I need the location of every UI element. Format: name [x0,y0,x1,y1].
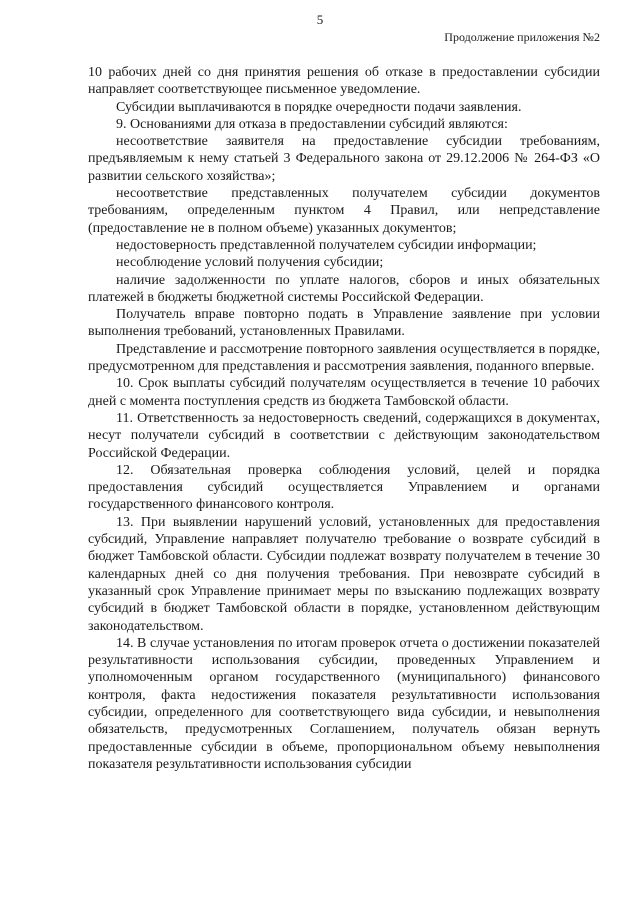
document-body [88,64,600,773]
paragraph: 9. Основаниями для отказа в предоставлении субсидий являются: [116,116,508,132]
paragraph: наличие задолженности по уплате налогов, сборов и иных обязательных платежей в бюджеты бюджетной системы Российской Федерации. [88,272,600,305]
paragraph: Представление и рассмотрение повторного заявления осуществляется в порядке, предусмотренном для представления и рассмотрения заявления, поданного впервые. [88,341,600,375]
paragraph: 10 рабочих дней со дня принятия решения об отказе в предоставлении субсидии направляет соответствующее письменное уведомление. [88,65,600,98]
paragraph: Субсидии выплачиваются в порядке очередности подачи заявления. [116,99,522,115]
paragraph: 11. Ответственность за недостоверность сведений, содержащихся в документах, несут получатели субсидий в соответствии с действующим законодательством Российской Федерации. [88,410,600,461]
appendix-continuation-note: Продолжение приложения №2 [444,30,600,44]
paragraph: Получатель вправе повторно подать в Управление заявление при условии выполнения требований, установленных Правилами. [88,307,600,340]
paragraph: 10. Срок выплаты субсидий получателям осуществляется в течение 10 рабочих дней с момента поступления средств из бюджета Тамбовской области. [88,376,600,409]
paragraph: несоответствие заявителя на предоставление субсидии требованиям, предъявляемым к нему статьей 3 Федерального закона от 29.12.2006 № 264-ФЗ «О развитии сельского хозяйства»; [88,134,600,184]
paragraph: несоблюдение условий получения субсидии; [116,255,384,271]
paragraph: несоответствие представленных получателем субсидии документов требованиям, определенным пунктом 4 Правил, или непредставление (предоставление не в полном объеме) указанных документов; [88,186,600,236]
page-number: 5 [316,12,324,27]
paragraph: недостоверность представленной получателем субсидии информации; [116,237,537,253]
paragraph: 13. При выявлении нарушений условий, установленных для предоставления субсидий, Управление направляет получателю требование о возврате субсидий в бюджет Тамбовской области. Субсидии подлежат возврату получателем в течение 30 календарных дней со дня получения требования. При невозврате субсидий в указанный срок Управление принимает меры по взысканию подлежащих возврату субсидий в бюджет Тамбовской области в порядке, установленном действующим законодательством. [88,514,600,634]
paragraph: 14. В случае установления по итогам проверок отчета о достижении показателей результативности использования субсидии, проведенных Управлением и уполномоченным органом государственного (муниципального) финансового контроля, факта недостижения показателя результативности использования субсидии, определенного для соответствующего вида субсидии, и невыполнения обязательств, предусмотренных Соглашением, получатель обязан вернуть предоставленные субсидии в объеме, пропорциональном объему невыполнения показателя результативности использования субсидии [88,635,600,772]
paragraph: 12. Обязательная проверка соблюдения условий, целей и порядка предоставления субсидий осуществляется Управлением и органами государственного финансового контроля. [88,462,600,513]
